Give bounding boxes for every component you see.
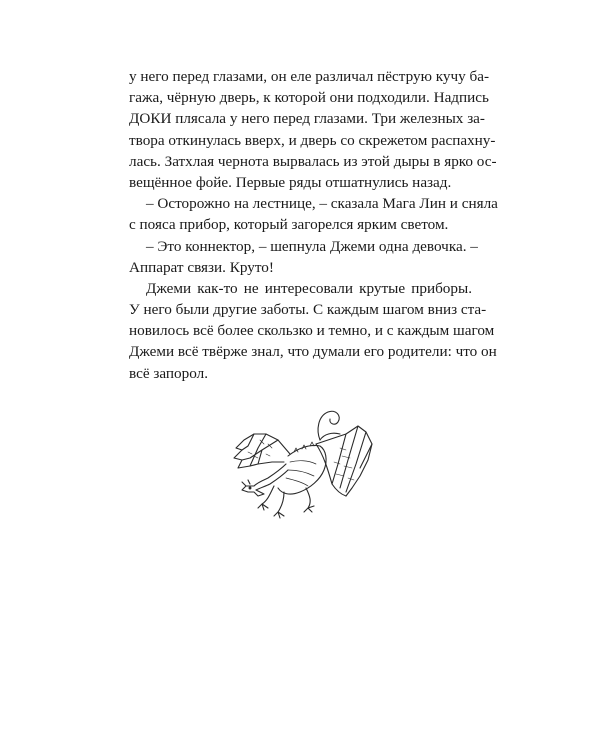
text-line: Джеми как-то не интересовали крутые приборы.	[146, 279, 472, 297]
text-line: – Осторожно на лестнице, – сказала Мага Лин и сняла	[146, 195, 498, 213]
body-text	[129, 66, 498, 384]
text-line: ДОКИ плясала у него перед глазами. Три железных за-	[129, 110, 485, 128]
text-line: всё запорол.	[129, 364, 208, 382]
text-line: У него были другие заботы. С каждым шагом вниз ста-	[129, 301, 487, 319]
text-line: гажа, чёрную дверь, к которой они подходили. Надпись	[129, 89, 489, 107]
dragon-illustration-icon	[228, 404, 384, 522]
text-line: новилось всё более скользко и темно, и с каждым шагом	[129, 322, 495, 340]
text-line: у него перед глазами, он еле различал пёструю кучу ба-	[129, 68, 490, 85]
text-line: с пояса прибор, который загорелся ярким светом.	[129, 216, 449, 234]
text-line: Аппарат связи. Круто!	[129, 258, 274, 276]
text-line: вещённое фойе. Первые ряды отшатнулись назад.	[129, 173, 452, 191]
text-line: – Это коннектор, – шепнула Джеми одна девочка. –	[146, 237, 478, 255]
text-line: Джеми всё твёрже знал, что думали его родители: что он	[129, 343, 497, 361]
text-line: лась. Затхлая чернота вырвалась из этой дыры в ярко ос-	[129, 152, 497, 170]
text-line: твора откинулась вверх, и дверь со скрежетом распахну-	[129, 131, 496, 149]
